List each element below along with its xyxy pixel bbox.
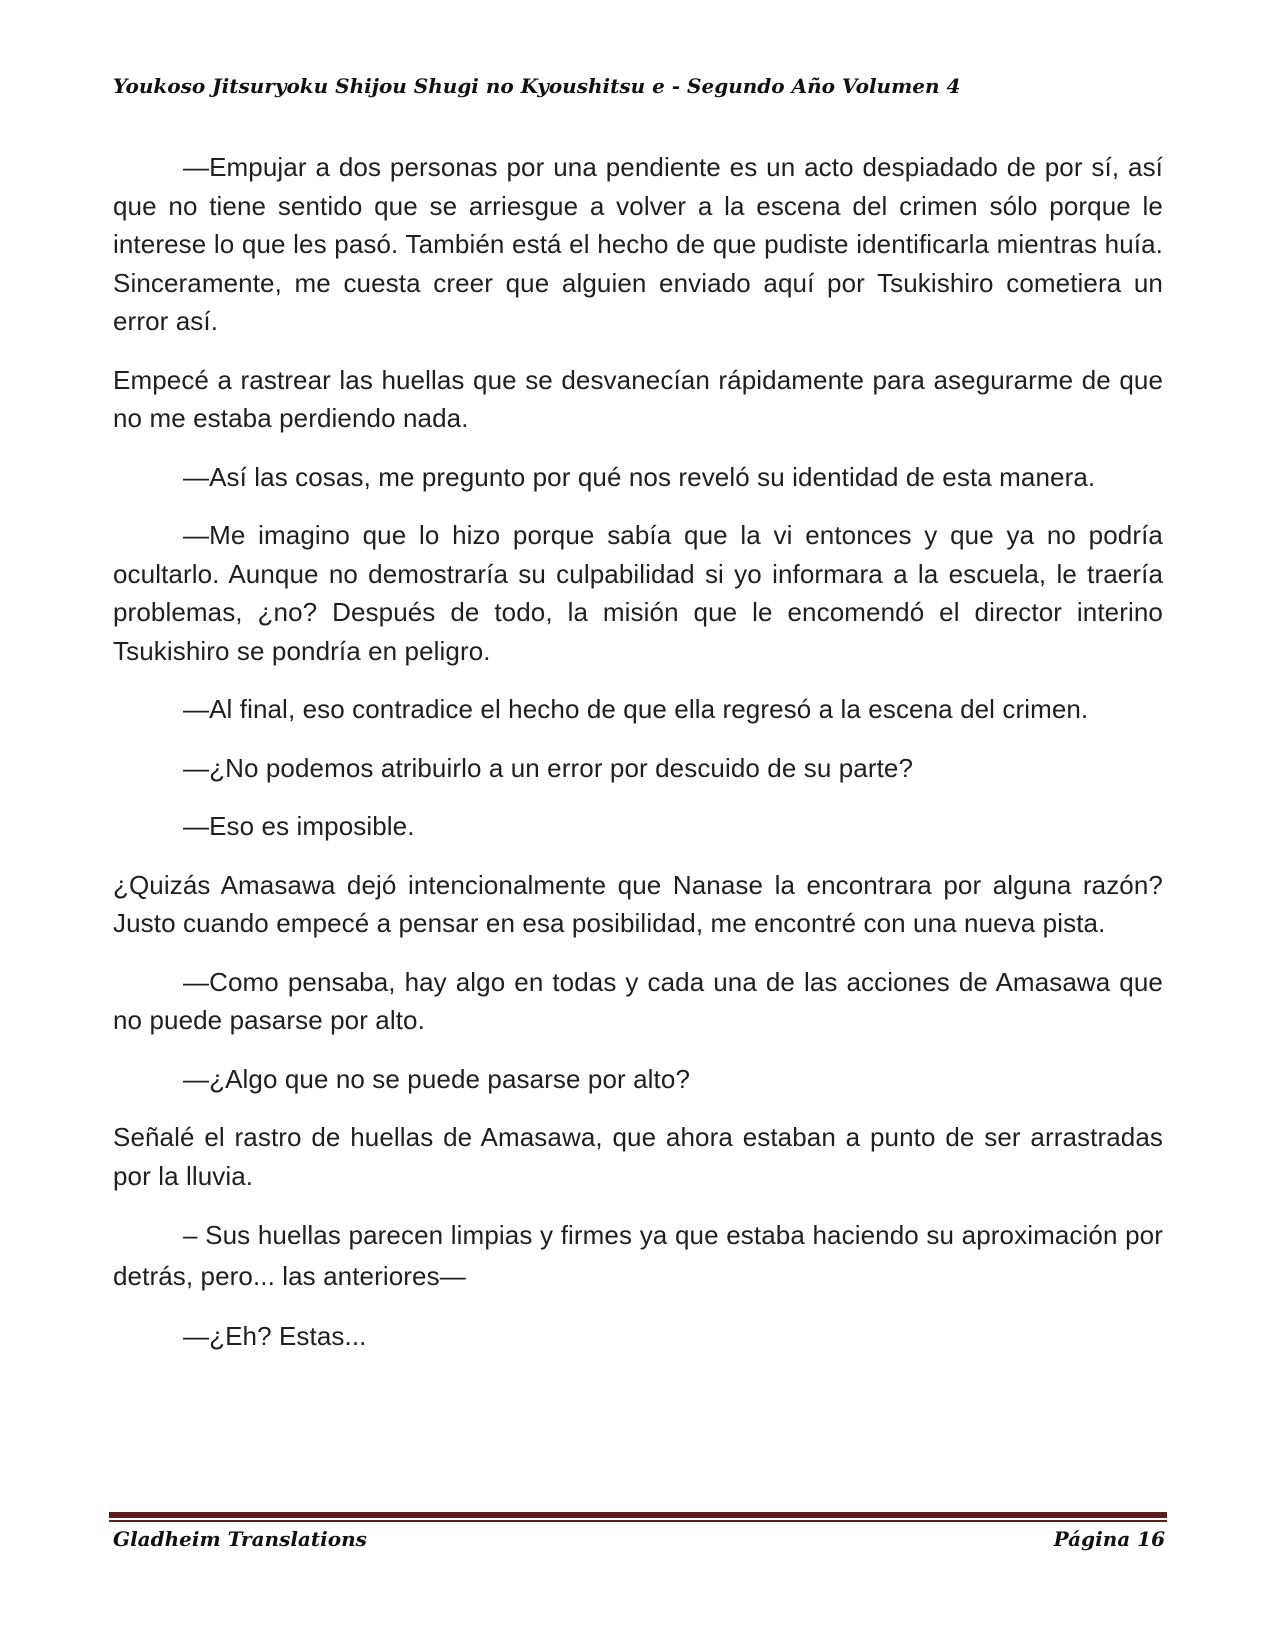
paragraph: —Al final, eso contradice el hecho de que ella regresó a la escena del crimen. [183,694,1089,724]
paragraph: —Empujar a dos personas por una pendiente es un acto despiadado de por sí, así que no tiene sentido que se arriesgue a volver a la escena del crimen sólo porque le interese lo que les pasó. También está el hecho de que pudiste identificarla mientras huía. Sinceramente, me cuesta creer que alguien enviado aquí por Tsukishiro cometiera un error así. [113,152,1163,336]
paragraph: —Así las cosas, me pregunto por qué nos reveló su identidad de esta manera. [183,461,1096,492]
page-body [113,148,1163,1376]
footer-credit: Gladheim Translations [113,1527,367,1551]
paragraph: Empecé a rastrear las huellas que se desvanecían rápidamente para asegurarme de que no me estaba perdiendo nada. [113,364,1163,433]
paragraph: —¿Eh? Estas... [183,1321,367,1351]
footer-divider [109,1512,1167,1518]
paragraph: Señalé el rastro de huellas de Amasawa, que ahora estaban a punto de ser arrastradas por la lluvia. [113,1122,1163,1191]
page-number: Página 16 [1053,1527,1165,1551]
paragraph: —Me imagino que lo hizo porque sabía que la vi entonces y que ya no podría ocultarlo. Aunque no demostraría su culpabilidad si yo informara a la escuela, le traería problemas, ¿no? Después de todo, la misión que le encomendó el director interino Tsukishiro se pondría en peligro. [113,520,1163,666]
paragraph: —¿Algo que no se puede pasarse por alto? [183,1063,691,1094]
paragraph: —Eso es imposible. [183,811,415,841]
paragraph: ¿Quizás Amasawa dejó intencionalmente que Nanase la encontrara por alguna razón? Justo cuando empecé a pensar en esa posibilidad, me encontré con una nueva pista. [113,869,1163,938]
paragraph: —Como pensaba, hay algo en todas y cada una de las acciones de Amasawa que no puede pasarse por alto. [113,966,1163,1035]
page-header-title: Youkoso Jitsuryoku Shijou Shugi no Kyoushitsu e - Segundo Año Volumen 4 [113,74,961,98]
paragraph: —¿No podemos atribuirlo a un error por descuido de su parte? [183,752,914,783]
paragraph: – Sus huellas parecen limpias y firmes ya que estaba haciendo su aproximación por detrás, pero... las anteriores— [113,1220,1163,1291]
